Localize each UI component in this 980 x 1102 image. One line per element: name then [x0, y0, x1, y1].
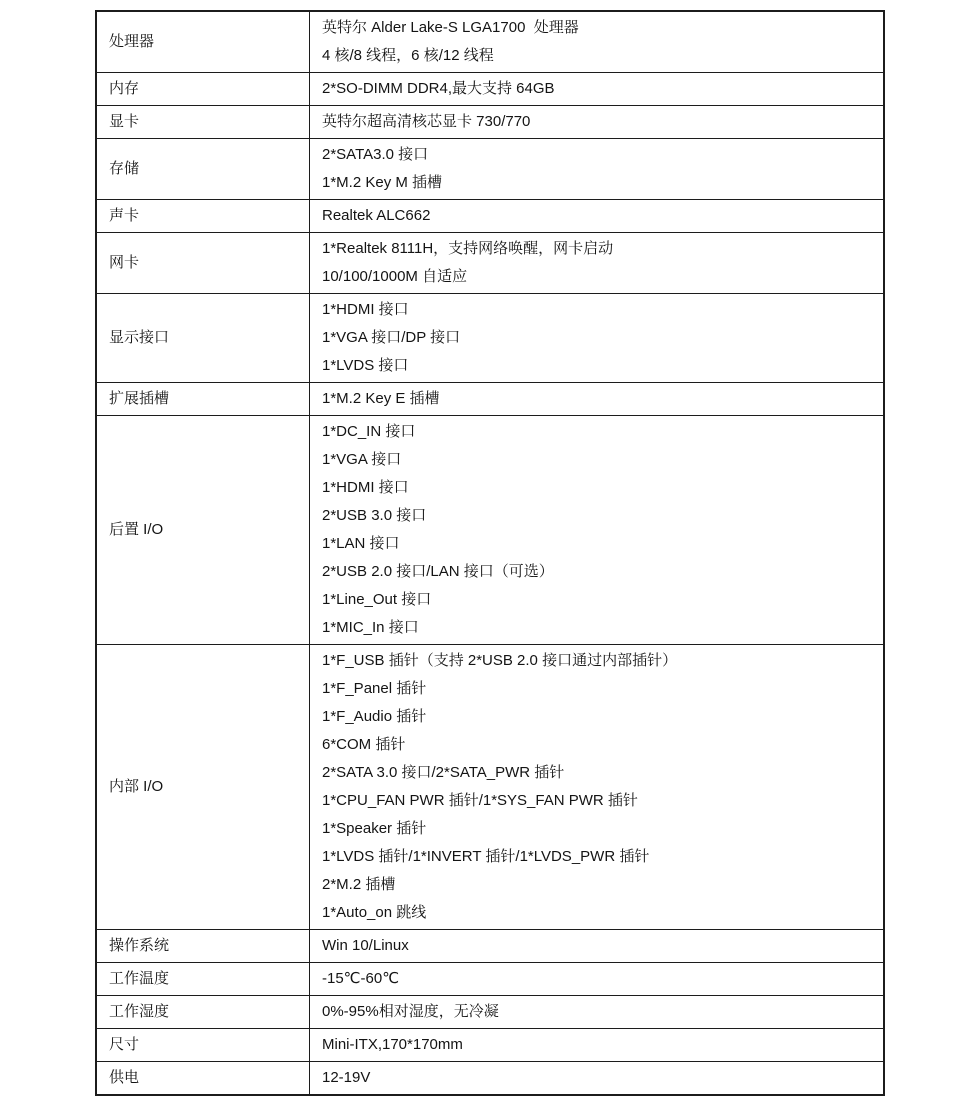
spec-value-line: 1*F_Audio 插针: [322, 708, 427, 725]
spec-value: [310, 1029, 885, 1062]
spec-value-line: 1*LAN 接口: [322, 535, 400, 552]
table-row-memory: [96, 73, 884, 106]
spec-label: 工作温度: [96, 963, 310, 996]
spec-value-line: 2*USB 3.0 接口: [322, 507, 427, 524]
table-row-audio: [96, 200, 884, 233]
spec-value-line: 2*M.2 插槽: [322, 876, 396, 893]
spec-value: [310, 383, 885, 416]
spec-value: [310, 73, 885, 106]
spec-value: [310, 233, 885, 294]
spec-value: [310, 294, 885, 383]
spec-value-line: 1*MIC_In 接口: [322, 619, 419, 636]
spec-label: 尺寸: [96, 1029, 310, 1062]
table-row-power-input: [96, 1062, 884, 1096]
spec-value-line: 12-19V: [322, 1069, 371, 1086]
spec-value-line: 1*HDMI 接口: [322, 301, 409, 318]
spec-value-line: 英特尔超高清核芯显卡 730/770: [322, 113, 531, 130]
spec-value-line: -15℃-60℃: [322, 970, 400, 987]
spec-value: [310, 1062, 885, 1096]
spec-value-line: 1*CPU_FAN PWR 插针/1*SYS_FAN PWR 插针: [322, 792, 638, 809]
table-row-dimensions: [96, 1029, 884, 1062]
spec-value-line: 1*F_USB 插针（支持 2*USB 2.0 接口通过内部插针）: [322, 652, 678, 669]
spec-value-line: 2*USB 2.0 接口/LAN 接口（可选）: [322, 563, 554, 580]
spec-label: 操作系统: [96, 930, 310, 963]
spec-value: [310, 645, 885, 930]
spec-value-line: 6*COM 插针: [322, 736, 406, 753]
spec-value-line: 1*M.2 Key M 插槽: [322, 174, 443, 191]
spec-value-line: 1*LVDS 接口: [322, 357, 409, 374]
table-row-operating-humidity: [96, 996, 884, 1029]
table-row-internal-io: [96, 645, 884, 930]
spec-label: 处理器: [96, 11, 310, 73]
spec-label: 存储: [96, 139, 310, 200]
spec-label: 显示接口: [96, 294, 310, 383]
spec-value: [310, 996, 885, 1029]
spec-label: 显卡: [96, 106, 310, 139]
table-row-graphics: [96, 106, 884, 139]
spec-value-line: Win 10/Linux: [322, 937, 409, 954]
spec-value-line: 4 核/8 线程，6 核/12 线程: [322, 47, 494, 64]
spec-value: [310, 963, 885, 996]
spec-table: [95, 10, 885, 1096]
spec-value-line: 1*VGA 接口: [322, 451, 402, 468]
table-row-storage: [96, 139, 884, 200]
spec-value-line: Mini-ITX,170*170mm: [322, 1036, 463, 1053]
table-row-expansion: [96, 383, 884, 416]
table-row-lan: [96, 233, 884, 294]
spec-value-line: 1*Speaker 插针: [322, 820, 427, 837]
spec-value: [310, 416, 885, 645]
spec-value-line: 10/100/1000M 自适应: [322, 268, 468, 285]
page: [0, 10, 980, 1102]
table-row-rear-io: [96, 416, 884, 645]
spec-value-line: 1*LVDS 插针/1*INVERT 插针/1*LVDS_PWR 插针: [322, 848, 650, 865]
spec-value-line: 2*SATA3.0 接口: [322, 146, 429, 163]
spec-value: [310, 11, 885, 73]
spec-label: 声卡: [96, 200, 310, 233]
table-row-operating-temperature: [96, 963, 884, 996]
table-row-processor: [96, 11, 884, 73]
spec-value-line: 1*Auto_on 跳线: [322, 904, 427, 921]
spec-value-line: 0%-95%相对湿度，无冷凝: [322, 1003, 499, 1020]
spec-value: [310, 930, 885, 963]
spec-label: 工作湿度: [96, 996, 310, 1029]
spec-value-line: 1*VGA 接口/DP 接口: [322, 329, 461, 346]
table-row-os: [96, 930, 884, 963]
spec-value-line: Realtek ALC662: [322, 207, 431, 224]
spec-value-line: 2*SO-DIMM DDR4,最大支持 64GB: [322, 80, 555, 97]
spec-label: 后置 I/O: [96, 416, 310, 645]
spec-value: [310, 200, 885, 233]
spec-value-line: 1*F_Panel 插针: [322, 680, 427, 697]
spec-value-line: 1*M.2 Key E 插槽: [322, 390, 440, 407]
spec-label: 网卡: [96, 233, 310, 294]
spec-value: [310, 106, 885, 139]
spec-value-line: 1*HDMI 接口: [322, 479, 409, 496]
spec-label: 供电: [96, 1062, 310, 1096]
spec-label: 扩展插槽: [96, 383, 310, 416]
spec-label: 内存: [96, 73, 310, 106]
spec-value: [310, 139, 885, 200]
table-row-display-ports: [96, 294, 884, 383]
spec-value-line: 2*SATA 3.0 接口/2*SATA_PWR 插针: [322, 764, 565, 781]
spec-value-line: 1*Realtek 8111H，支持网络唤醒，网卡启动: [322, 240, 614, 257]
spec-value-line: 1*Line_Out 接口: [322, 591, 432, 608]
spec-value-line: 英特尔 Alder Lake-S LGA1700 处理器: [322, 19, 579, 36]
spec-value-line: 1*DC_IN 接口: [322, 423, 416, 440]
spec-label: 内部 I/O: [96, 645, 310, 930]
